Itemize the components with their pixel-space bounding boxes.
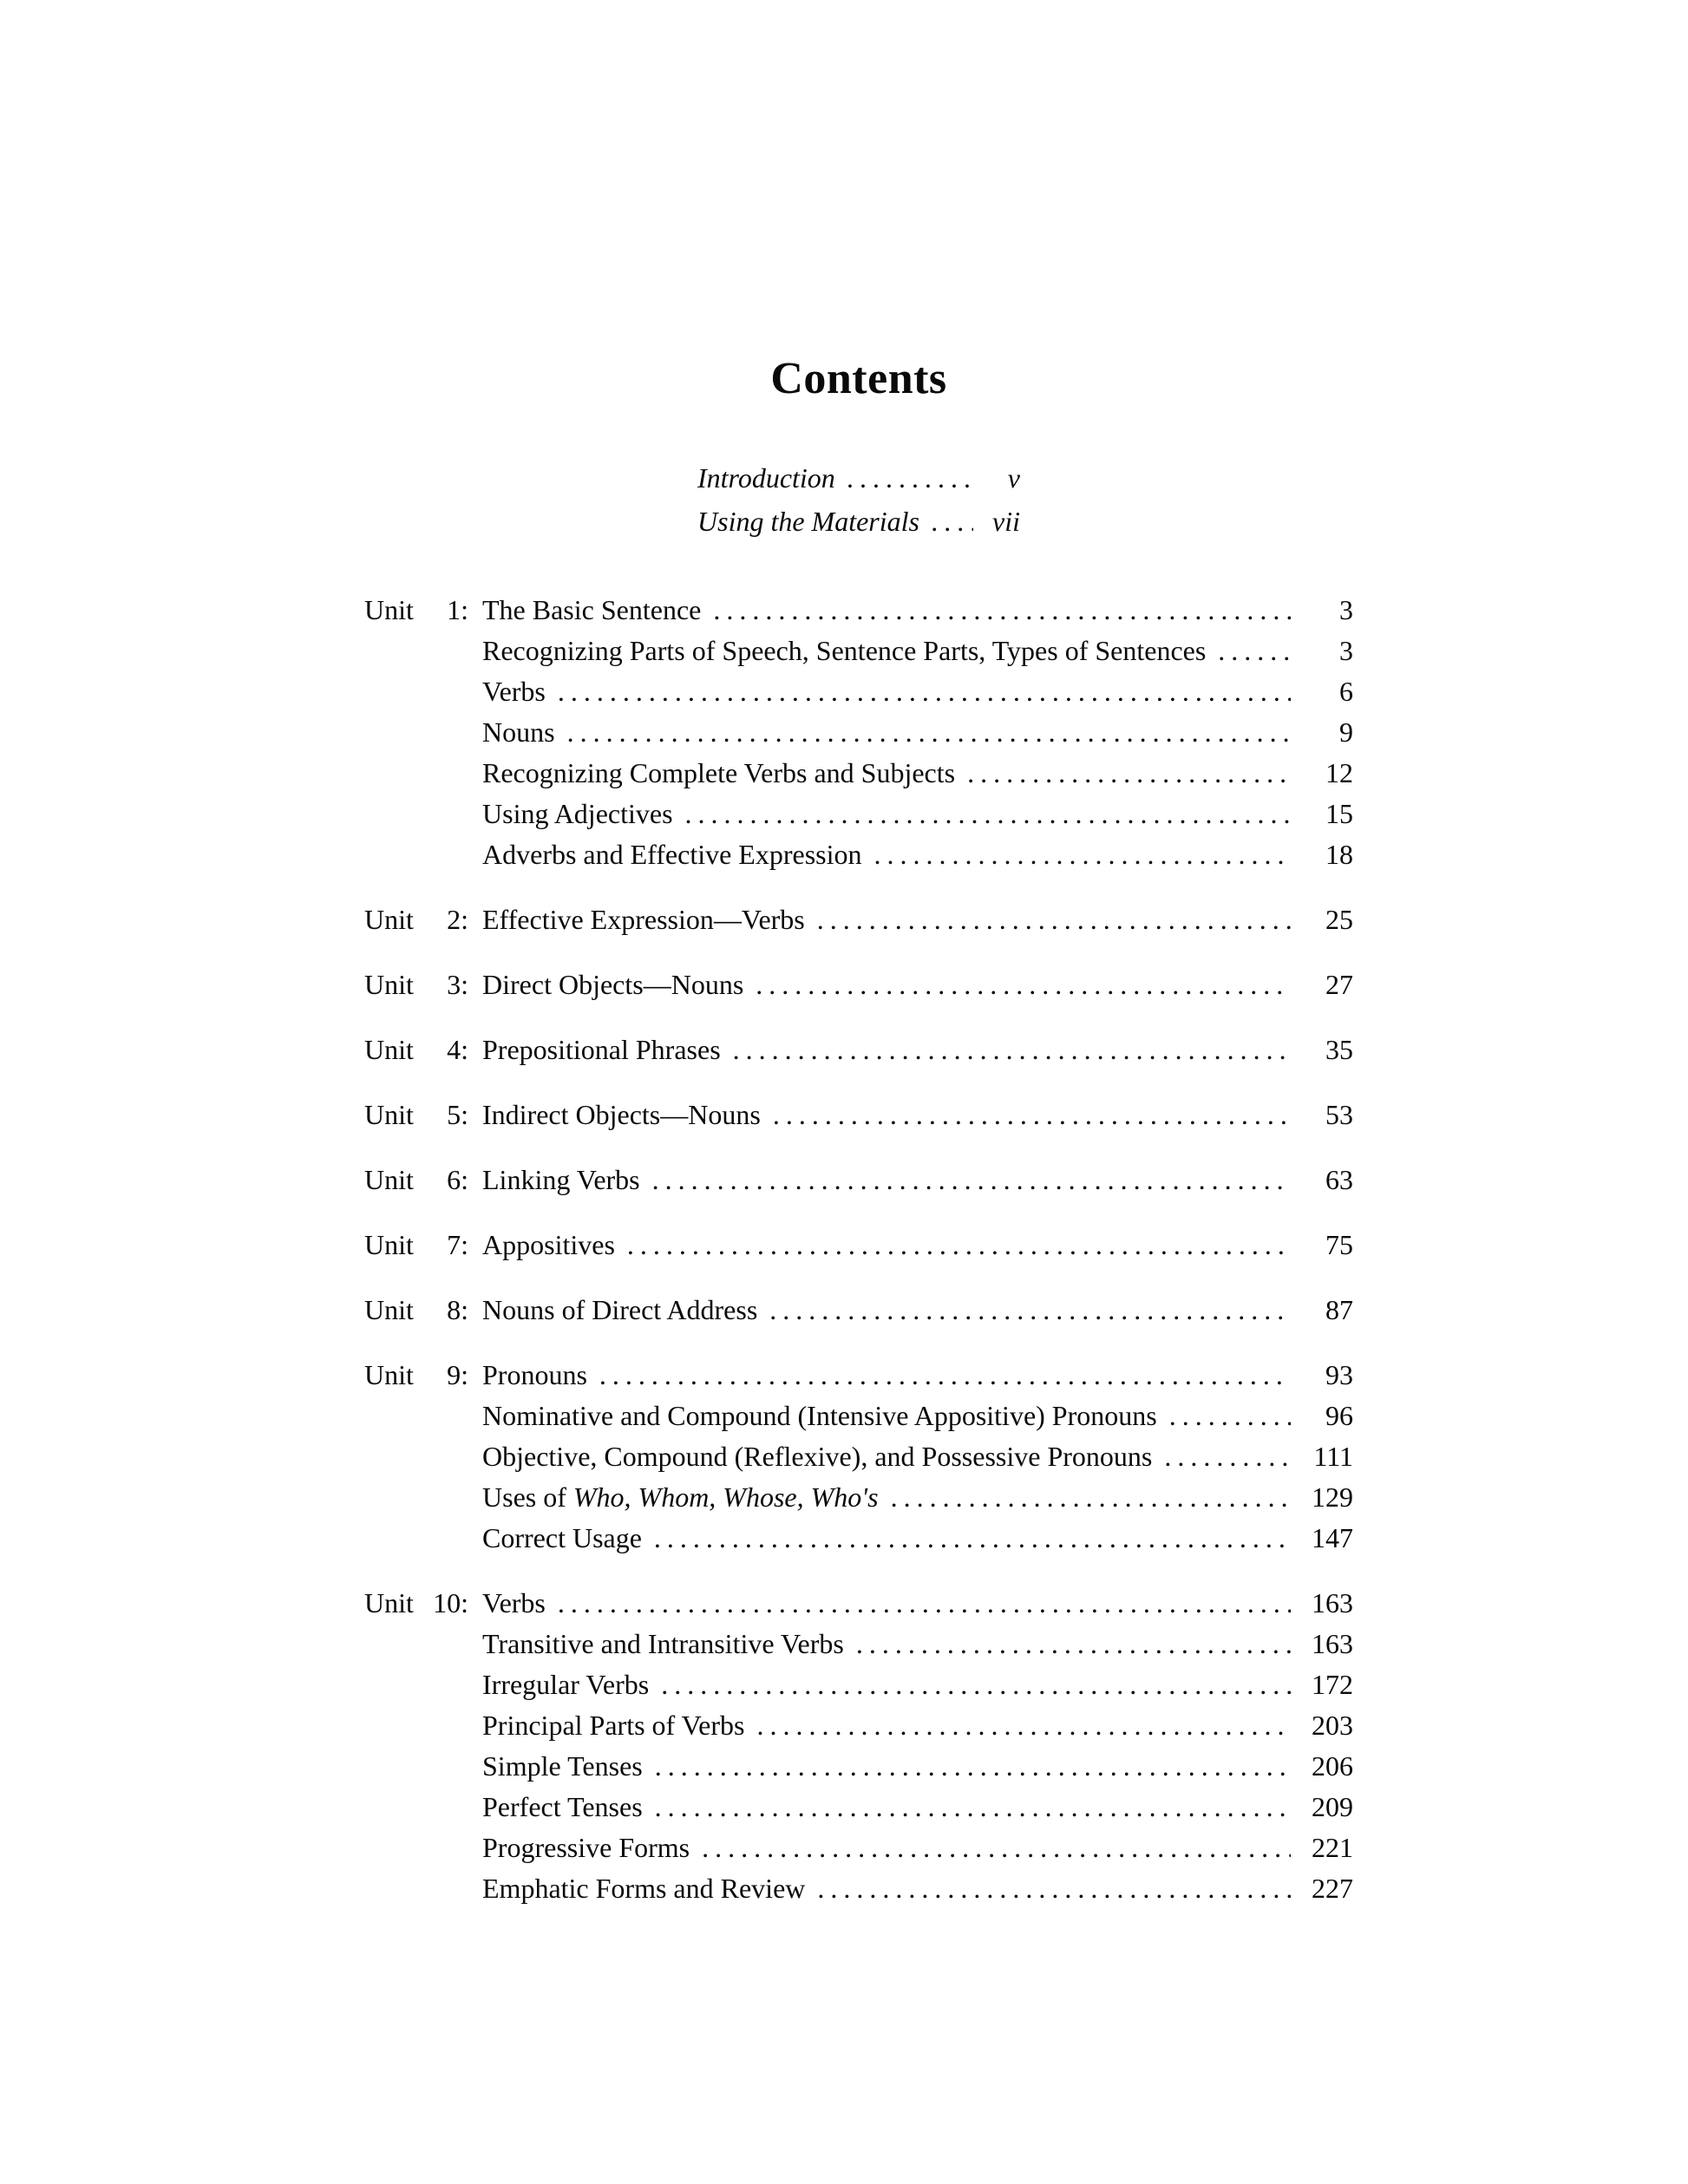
toc-content bbox=[364, 0, 1353, 1909]
entry-title: The Basic Sentence bbox=[482, 594, 702, 625]
entry-title: Prepositional Phrases bbox=[482, 1034, 721, 1065]
front-matter-page: v bbox=[1007, 462, 1020, 494]
page-number: 53 bbox=[1325, 1099, 1353, 1130]
subsection-row bbox=[364, 1624, 1353, 1664]
page-number: 9 bbox=[1339, 716, 1353, 748]
page-number: 227 bbox=[1312, 1873, 1353, 1904]
entry-title: Nouns of Direct Address bbox=[482, 1294, 758, 1325]
unit-label: Unit bbox=[364, 904, 414, 935]
subsection-row bbox=[364, 1868, 1353, 1909]
unit-label: Unit bbox=[364, 594, 414, 625]
dot-leader bbox=[847, 456, 973, 500]
unit-row bbox=[364, 899, 1353, 940]
dot-leader bbox=[652, 1160, 1291, 1200]
unit-label: Unit bbox=[364, 1099, 414, 1130]
entry-title: Adverbs and Effective Expression bbox=[482, 839, 862, 870]
entry-title: Appositives bbox=[482, 1229, 615, 1260]
dot-leader bbox=[891, 1477, 1291, 1518]
unit-label: Unit bbox=[364, 1034, 414, 1065]
unit-row bbox=[364, 1355, 1353, 1396]
unit-number: 1: bbox=[447, 594, 468, 625]
unit-label: Unit bbox=[364, 1294, 414, 1325]
dot-leader bbox=[733, 1030, 1291, 1070]
dot-leader bbox=[817, 899, 1291, 940]
page-number: 147 bbox=[1312, 1522, 1353, 1553]
page-number: 111 bbox=[1313, 1441, 1353, 1472]
page-number: 96 bbox=[1325, 1400, 1353, 1431]
subsection-row bbox=[364, 1787, 1353, 1828]
dot-leader bbox=[627, 1225, 1291, 1265]
subsection-row bbox=[364, 631, 1353, 671]
entry-title: Simple Tenses bbox=[482, 1750, 643, 1782]
page-number: 206 bbox=[1312, 1750, 1353, 1782]
entry-title: Objective, Compound (Reflexive), and Possessive Pronouns bbox=[482, 1441, 1153, 1472]
subsection-row bbox=[364, 1396, 1353, 1436]
unit-row bbox=[364, 1225, 1353, 1265]
subsection-row bbox=[364, 712, 1353, 753]
subsection-row bbox=[364, 1746, 1353, 1787]
dot-leader bbox=[702, 1828, 1291, 1868]
unit-row bbox=[364, 1290, 1353, 1331]
page-number: 15 bbox=[1325, 798, 1353, 829]
dot-leader bbox=[1218, 631, 1291, 671]
dot-leader bbox=[558, 1583, 1291, 1624]
page-number: 63 bbox=[1325, 1164, 1353, 1195]
unit-label: Unit bbox=[364, 1359, 414, 1390]
unit-number: 7: bbox=[447, 1229, 468, 1260]
unit-row bbox=[364, 1160, 1353, 1200]
dot-leader bbox=[756, 1705, 1291, 1746]
entry-title: Nouns bbox=[482, 716, 555, 748]
entry-title: Linking Verbs bbox=[482, 1164, 640, 1195]
dot-leader bbox=[599, 1355, 1291, 1396]
unit-row bbox=[364, 964, 1353, 1005]
entry-title-italic: Who, Whom, Whose, Who's bbox=[572, 1481, 879, 1513]
unit-number: 3: bbox=[447, 969, 468, 1000]
entry-title: Verbs bbox=[482, 676, 546, 707]
page-number: 163 bbox=[1312, 1587, 1353, 1618]
subsection-row bbox=[364, 1705, 1353, 1746]
entry-title: Correct Usage bbox=[482, 1522, 642, 1553]
dot-leader bbox=[713, 590, 1291, 631]
dot-leader bbox=[567, 712, 1291, 753]
entry-title: Using Adjectives bbox=[482, 798, 673, 829]
entry-title: Nominative and Compound (Intensive Appositive) Pronouns bbox=[482, 1400, 1157, 1431]
dot-leader bbox=[856, 1624, 1291, 1664]
page-number: 163 bbox=[1312, 1628, 1353, 1659]
entry-title: Irregular Verbs bbox=[482, 1669, 650, 1700]
subsection-row bbox=[364, 1664, 1353, 1705]
dot-leader bbox=[756, 964, 1291, 1005]
entry-title: Direct Objects—Nouns bbox=[482, 969, 744, 1000]
entry-title: Emphatic Forms and Review bbox=[482, 1873, 806, 1904]
unit-number: 4: bbox=[447, 1034, 468, 1065]
dot-leader bbox=[655, 1787, 1291, 1828]
unit-number: 5: bbox=[447, 1099, 468, 1130]
subsection-row bbox=[364, 1518, 1353, 1559]
front-matter-row bbox=[697, 456, 1020, 500]
page-number: 87 bbox=[1325, 1294, 1353, 1325]
dot-leader bbox=[1164, 1436, 1291, 1477]
page-title: Contents bbox=[770, 354, 947, 403]
dot-leader bbox=[773, 1095, 1291, 1135]
unit-label: Unit bbox=[364, 1164, 414, 1195]
unit-number: 6: bbox=[447, 1164, 468, 1195]
unit-row bbox=[364, 590, 1353, 631]
unit-label: Unit bbox=[364, 1229, 414, 1260]
entry-title: Verbs bbox=[482, 1587, 546, 1618]
unit-label: Unit bbox=[364, 969, 414, 1000]
dot-leader bbox=[1169, 1396, 1291, 1436]
page-number: 12 bbox=[1325, 757, 1353, 788]
subsection-row bbox=[364, 671, 1353, 712]
unit-row bbox=[364, 1030, 1353, 1070]
unit-number: 8: bbox=[447, 1294, 468, 1325]
front-matter bbox=[697, 456, 1020, 543]
subsection-row bbox=[364, 794, 1353, 834]
unit-number: 2: bbox=[447, 904, 468, 935]
unit-row bbox=[364, 1095, 1353, 1135]
page-number: 3 bbox=[1339, 635, 1353, 666]
front-matter-title: Introduction bbox=[697, 462, 835, 494]
page-number: 3 bbox=[1339, 594, 1353, 625]
dot-leader bbox=[654, 1518, 1291, 1559]
entry-title: Principal Parts of Verbs bbox=[482, 1710, 745, 1741]
unit-number: 10: bbox=[433, 1587, 468, 1618]
entry-title: Effective Expression—Verbs bbox=[482, 904, 805, 935]
page-number: 25 bbox=[1325, 904, 1353, 935]
page-number: 27 bbox=[1325, 969, 1353, 1000]
unit-number: 9: bbox=[447, 1359, 468, 1390]
page-number: 209 bbox=[1312, 1791, 1353, 1822]
dot-leader bbox=[817, 1868, 1291, 1909]
subsection-row bbox=[364, 1436, 1353, 1477]
dot-leader bbox=[685, 794, 1291, 834]
dot-leader bbox=[661, 1664, 1291, 1705]
page-number: 221 bbox=[1312, 1832, 1353, 1863]
page-number: 172 bbox=[1312, 1669, 1353, 1700]
front-matter-page: vii bbox=[992, 506, 1020, 537]
subsection-row bbox=[364, 1828, 1353, 1868]
page-number: 35 bbox=[1325, 1034, 1353, 1065]
front-matter-title: Using the Materials bbox=[697, 506, 919, 537]
dot-leader bbox=[655, 1746, 1291, 1787]
page-number: 6 bbox=[1339, 676, 1353, 707]
dot-leader bbox=[932, 500, 973, 543]
unit-row bbox=[364, 1583, 1353, 1624]
entry-title: Progressive Forms bbox=[482, 1832, 690, 1863]
entry-title: Transitive and Intransitive Verbs bbox=[482, 1628, 844, 1659]
page-number: 203 bbox=[1312, 1710, 1353, 1741]
page-number: 129 bbox=[1312, 1481, 1353, 1513]
page-number: 93 bbox=[1325, 1359, 1353, 1390]
subsection-row bbox=[364, 834, 1353, 875]
front-matter-row bbox=[697, 500, 1020, 543]
toc-list bbox=[364, 590, 1353, 1909]
entry-title: Perfect Tenses bbox=[482, 1791, 643, 1822]
page-number: 18 bbox=[1325, 839, 1353, 870]
entry-title: Pronouns bbox=[482, 1359, 587, 1390]
dot-leader bbox=[967, 753, 1291, 794]
page-number: 75 bbox=[1325, 1229, 1353, 1260]
subsection-row bbox=[364, 753, 1353, 794]
subsection-row bbox=[364, 1477, 1353, 1518]
unit-label: Unit bbox=[364, 1587, 414, 1618]
dot-leader bbox=[874, 834, 1292, 875]
entry-title: Recognizing Complete Verbs and Subjects bbox=[482, 757, 956, 788]
dot-leader bbox=[769, 1290, 1291, 1331]
entry-title: Indirect Objects—Nouns bbox=[482, 1099, 761, 1130]
entry-title: Recognizing Parts of Speech, Sentence Parts, Types of Sentences bbox=[482, 635, 1207, 666]
dot-leader bbox=[558, 671, 1291, 712]
entry-title: Uses of Who, Whom, Whose, Who's bbox=[482, 1481, 879, 1513]
